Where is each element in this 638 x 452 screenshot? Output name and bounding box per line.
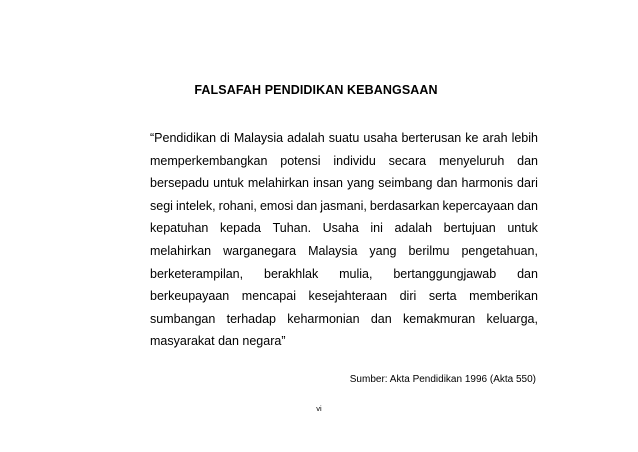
word: dan [436,176,458,191]
word: potensi [280,153,321,168]
word: berdasarkan [369,198,440,213]
source-citation: Sumber: Akta Pendidikan 1996 (Akta 550) [349,374,536,385]
word: secara [388,153,427,168]
word: dan [370,311,392,326]
word: dan [517,198,538,213]
word: ini [370,221,383,236]
word: keharmonian [287,311,360,326]
word: kepercayaan [442,198,515,213]
word: insan [313,176,343,191]
word: yang [369,243,397,258]
word: masyarakat dan negara” [150,334,286,349]
word: berakhlak [264,266,319,281]
word: dan [517,153,538,168]
word: adalah [287,131,325,145]
word: memberikan [469,289,538,304]
word: untuk [507,221,538,236]
word: warganegara [223,243,297,258]
word: usaha [363,131,398,145]
word: mulia, [339,266,373,281]
page-title-text: FALSAFAH PENDIDIKAN KEBANGSAAN [194,83,438,97]
text-line [150,263,538,286]
word: rohani, [218,198,257,213]
word: melahirkan [150,243,212,258]
text-line [150,172,538,195]
word: sumbangan [150,311,216,326]
word: melahirkan [247,176,309,191]
word: kepatuhan [150,221,209,236]
word: kepada [219,221,261,236]
word: berilmu [408,243,450,258]
word: berkeupayaan [150,289,230,304]
word: serta [428,289,457,304]
word: berketerampilan, [150,266,244,281]
word: Malaysia [233,131,284,145]
word: bersepadu [150,176,210,191]
word: memperkembangkan [150,153,268,168]
text-line [150,285,538,308]
word: emosi [259,198,294,213]
word: diri [399,289,417,304]
word: ke [465,131,479,145]
text-line [150,195,538,218]
word: mencapai [241,289,296,304]
word: bertujuan [443,221,496,236]
word: segi [150,198,173,213]
word: menyeluruh [438,153,505,168]
word: dan [296,198,318,213]
quote-body [150,127,538,353]
word: pengetahuan, [461,243,538,258]
text-line [150,217,538,240]
word: “Pendidikan [150,131,217,145]
word: dari [517,176,538,191]
word: harmonis [461,176,513,191]
word: suatu [328,131,360,145]
word: dan [517,266,538,281]
word: terhadap [226,311,276,326]
word: adalah [394,221,433,236]
text-line [150,308,538,331]
word: individu [333,153,376,168]
word: Tuhan. [272,221,312,236]
word: berterusan [401,131,462,145]
word: jasmani, [320,198,367,213]
word: lebih [511,131,538,145]
text-line [150,150,538,173]
word: intelek, [176,198,216,213]
page-title [0,83,638,97]
word: Malaysia [308,243,358,258]
word: seimbang [378,176,433,191]
word: arah [482,131,508,145]
word: kesejahteraan [308,289,388,304]
word: yang [347,176,375,191]
word: kemakmuran [403,311,476,326]
word: bertanggungjawab [393,266,497,281]
text-line [150,330,538,353]
word: keluarga, [486,311,538,326]
word: untuk [213,176,244,191]
word: Usaha [322,221,359,236]
page-number: vi [316,404,322,413]
text-line [150,127,538,150]
word: di [220,131,230,145]
text-line [150,240,538,263]
